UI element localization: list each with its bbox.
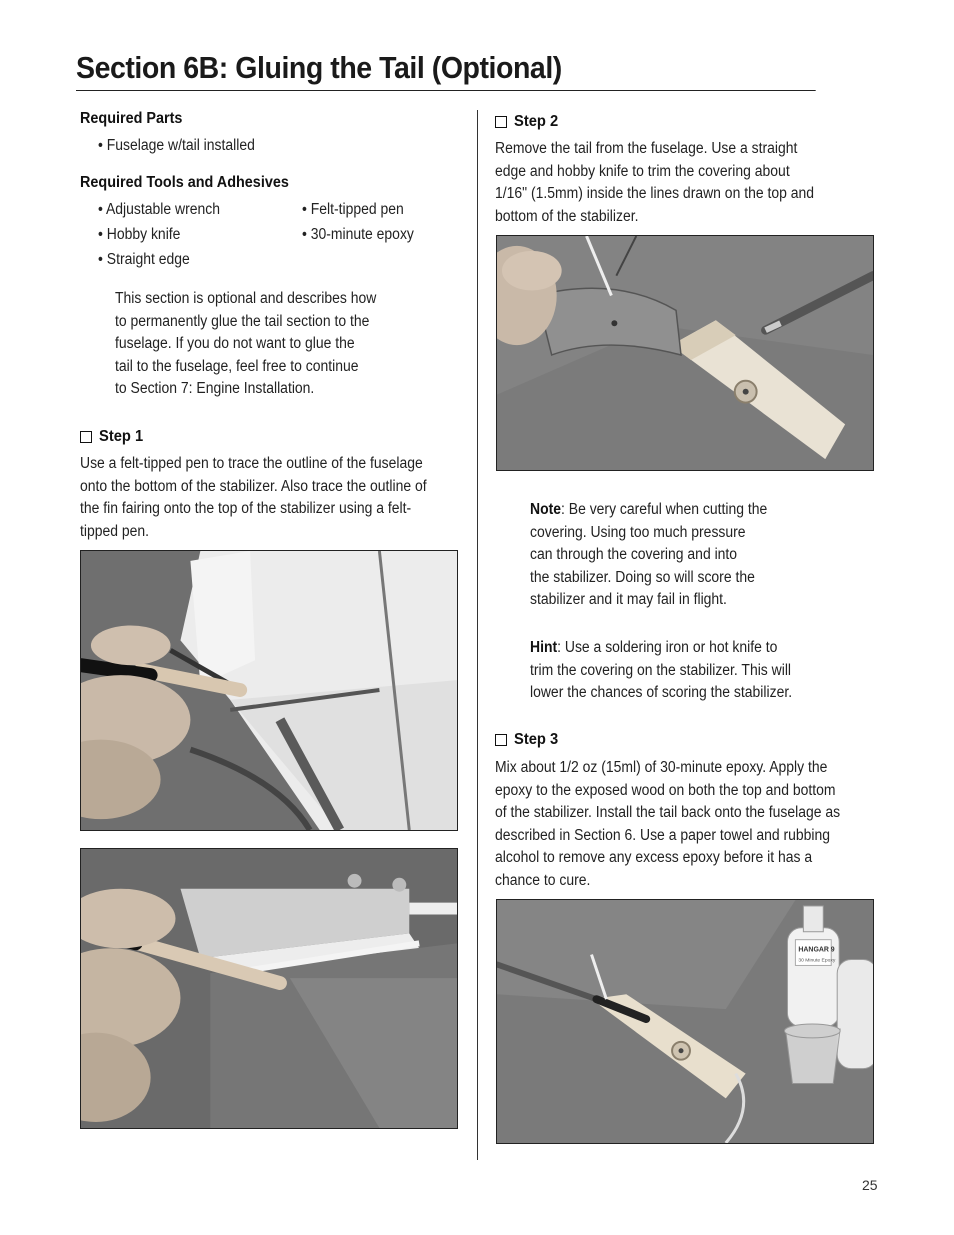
tool-item: • Hobby knife bbox=[98, 226, 181, 243]
intro-paragraph bbox=[115, 288, 376, 401]
note-line: : Be very careful when cutting the bbox=[561, 501, 768, 518]
step3-line: Mix about 1/2 oz (15ml) of 30-minute epoxy. Apply the bbox=[495, 759, 828, 776]
step1-line: the fin fairing onto the top of the stabilizer using a felt- bbox=[80, 500, 412, 518]
tool-item: • Straight edge bbox=[98, 251, 190, 268]
hint-line: : Use a soldering iron or hot knife to bbox=[557, 639, 778, 656]
hint-paragraph bbox=[530, 637, 792, 705]
step1-heading bbox=[80, 428, 147, 446]
required-parts-item: • Fuselage w/tail installed bbox=[98, 137, 255, 154]
tool-item: • Adjustable wrench bbox=[98, 201, 220, 218]
step1-paragraph bbox=[80, 453, 427, 543]
step2-line: 1/16" (1.5mm) inside the lines drawn on the top and bbox=[495, 185, 815, 203]
step3-paragraph bbox=[495, 757, 840, 893]
intro-line: to permanently glue the tail section to the bbox=[115, 312, 370, 330]
step3-line: chance to cure. bbox=[495, 871, 591, 889]
step3-line: of the stabilizer. Install the tail back onto the fuselage as bbox=[495, 804, 841, 822]
step3-line: alcohol to remove any excess epoxy before it has a bbox=[495, 849, 813, 867]
step2-line: Remove the tail from the fuselage. Use a straight bbox=[495, 140, 798, 157]
step1-photo-bottom bbox=[80, 848, 458, 1129]
required-tools-heading: Required Tools and Adhesives bbox=[80, 174, 289, 191]
tool-item: • Felt-tipped pen bbox=[302, 201, 404, 218]
note-line: stabilizer and it may fail in flight. bbox=[530, 591, 727, 609]
tool-item: • 30-minute epoxy bbox=[302, 226, 414, 243]
step2-paragraph bbox=[495, 138, 814, 228]
hint-keyword: Hint bbox=[530, 639, 558, 656]
step1-checkbox[interactable] bbox=[80, 431, 92, 443]
note-line: covering. Using too much pressure bbox=[530, 523, 746, 541]
step3-photo bbox=[496, 899, 874, 1144]
step1-photo-top bbox=[80, 550, 458, 831]
hint-line: lower the chances of scoring the stabilizer. bbox=[530, 684, 793, 702]
step1-line: Use a felt-tipped pen to trace the outline of the fuselage bbox=[80, 455, 423, 472]
note-paragraph bbox=[530, 499, 767, 612]
intro-line: to Section 7: Engine Installation. bbox=[115, 380, 315, 398]
step2-heading bbox=[495, 113, 562, 131]
page-title: Section 6B: Gluing the Tail (Optional) bbox=[76, 46, 816, 91]
step1-line: tipped pen. bbox=[80, 522, 150, 540]
bottle-sublabel: 30 Minute Epoxy bbox=[798, 958, 836, 964]
note-line: can through the covering and into bbox=[530, 546, 738, 564]
required-parts-heading: Required Parts bbox=[80, 110, 183, 127]
hint-line: trim the covering on the stabilizer. This will bbox=[530, 661, 792, 679]
column-divider bbox=[477, 110, 478, 1160]
intro-line: fuselage. If you do not want to glue the bbox=[115, 335, 355, 353]
step2-line: edge and hobby knife to trim the covering about bbox=[495, 162, 790, 180]
intro-line: tail to the fuselage, feel free to continue bbox=[115, 357, 359, 375]
page-number: 25 bbox=[862, 1177, 878, 1193]
bottle-label: HANGAR 9 bbox=[798, 946, 835, 954]
note-line: the stabilizer. Doing so will score the bbox=[530, 568, 755, 586]
step3-label: Step 3 bbox=[514, 731, 559, 748]
note-keyword: Note bbox=[530, 501, 562, 518]
step3-heading bbox=[495, 731, 562, 749]
step1-label: Step 1 bbox=[99, 428, 144, 445]
step3-line: described in Section 6. Use a paper towel and rubbing bbox=[495, 826, 831, 844]
step3-checkbox[interactable] bbox=[495, 734, 507, 746]
step2-photo bbox=[496, 235, 874, 471]
step2-label: Step 2 bbox=[514, 113, 559, 130]
step1-line: onto the bottom of the stabilizer. Also trace the outline of bbox=[80, 477, 427, 495]
step2-checkbox[interactable] bbox=[495, 116, 507, 128]
step2-line: bottom of the stabilizer. bbox=[495, 207, 639, 225]
intro-line: This section is optional and describes how bbox=[115, 290, 377, 307]
step3-line: epoxy to the exposed wood on both the top and bottom bbox=[495, 781, 836, 799]
